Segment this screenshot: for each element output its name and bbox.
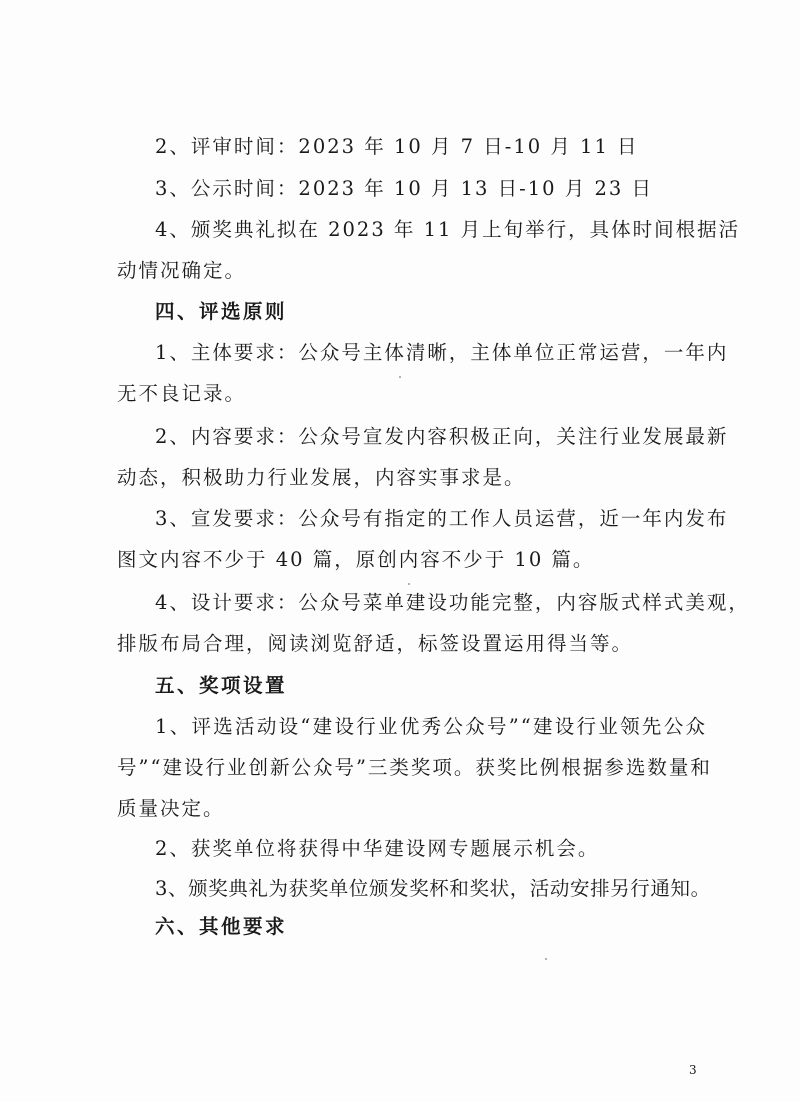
page-number: 3 <box>689 1063 697 1077</box>
ceremony-line-2: 动情况确定。 <box>117 259 247 282</box>
award-setting-line-3: 质量决定。 <box>117 797 225 820</box>
design-requirement-line-1: 4、设计要求：公众号菜单建设功能完整，内容版式样式美观， <box>155 591 750 614</box>
award-showcase-line: 2、获奖单位将获得中华建设网专题展示机会。 <box>155 837 600 860</box>
award-ceremony-line: 3、颁奖典礼为获奖单位颁发奖杯和奖状，活动安排另行通知。 <box>155 877 711 900</box>
publicity-time-line: 3、公示时间：2023 年 10 月 13 日-10 月 23 日 <box>155 177 653 200</box>
section-heading-6: 六、其他要求 <box>155 915 288 938</box>
subject-requirement-line-2: 无不良记录。 <box>117 382 247 405</box>
ceremony-line-1: 4、颁奖典礼拟在 2023 年 11 月上旬举行，具体时间根据活 <box>155 218 741 241</box>
scan-speck <box>545 958 547 960</box>
publishing-requirement-line-2: 图文内容不少于 40 篇，原创内容不少于 10 篇。 <box>117 548 595 571</box>
section-heading-4: 四、评选原则 <box>155 300 288 323</box>
content-requirement-line-1: 2、内容要求：公众号宣发内容积极正向，关注行业发展最新 <box>155 425 729 448</box>
award-setting-line-2: 号”“建设行业创新公众号”三类奖项。获奖比例根据参选数量和 <box>117 756 712 779</box>
publishing-requirement-line-1: 3、宣发要求：公众号有指定的工作人员运营，近一年内发布 <box>155 507 729 530</box>
section-heading-5: 五、奖项设置 <box>155 674 288 697</box>
design-requirement-line-2: 排版布局合理，阅读浏览舒适，标签设置运用得当等。 <box>117 632 634 655</box>
subject-requirement-line-1: 1、主体要求：公众号主体清晰，主体单位正常运营，一年内 <box>155 341 729 364</box>
review-time-line: 2、评审时间：2023 年 10 月 7 日-10 月 11 日 <box>155 135 639 158</box>
scan-speck <box>399 376 401 378</box>
content-requirement-line-2: 动态，积极助力行业发展，内容实事求是。 <box>117 466 526 489</box>
award-setting-line-1: 1、评选活动设“建设行业优秀公众号”“建设行业领先公众 <box>155 715 707 738</box>
scan-speck <box>408 583 410 585</box>
